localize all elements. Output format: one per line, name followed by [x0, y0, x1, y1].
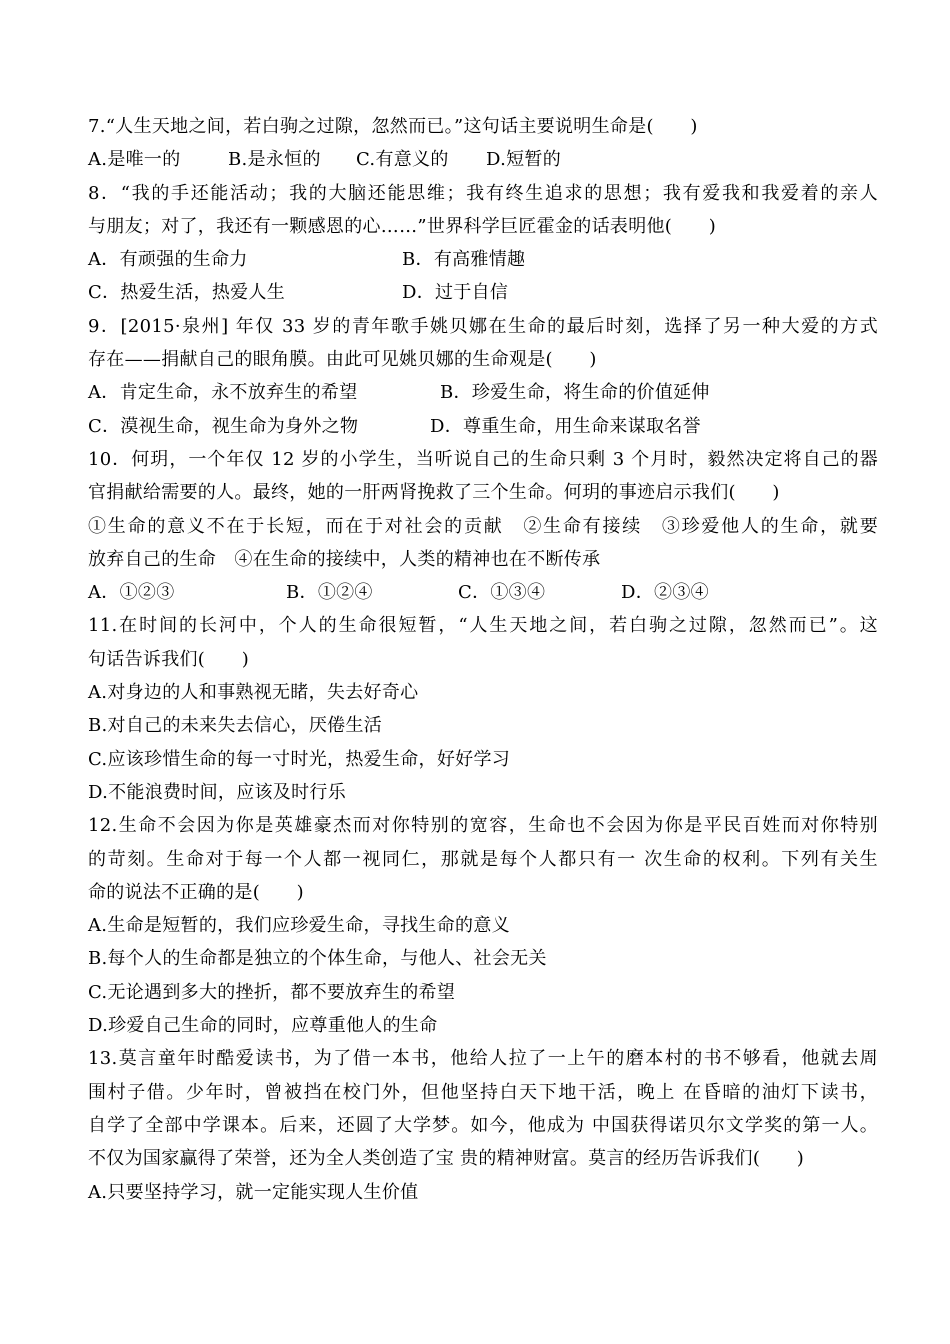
question-8-options-row2 — [88, 276, 878, 309]
question-8-option-b: B．有高雅情趣 — [402, 249, 526, 271]
question-13-stem-line3: 自学了全部中学课本。后来，还圆了大学梦。如今，他成为 中国获得诺贝尔文学奖的第一人。 — [88, 1114, 878, 1136]
question-9-stem-line2: 存在——捐献自己的眼角膜。由此可见姚贝娜的生命观是( ) — [88, 349, 597, 371]
question-9-option-b: B．珍爱生命，将生命的价值延伸 — [440, 382, 710, 404]
question-10-option-a: A．①②③ — [88, 582, 175, 604]
question-10-stem-line2: 官捐献给需要的人。最终，她的一肝两肾挽救了三个生命。何玥的事迹启示我们( ) — [88, 482, 780, 504]
question-10-stem-line1: 10．何玥，一个年仅 12 岁的小学生，当听说自己的生命只剩 3 个月时，毅然决定将自己的器 — [88, 448, 878, 470]
question-8-option-a: A．有顽强的生命力 — [88, 249, 248, 271]
question-12-stem-line3: 命的说法不正确的是( ) — [88, 881, 304, 903]
question-7-option-d: D.短暂的 — [486, 149, 562, 171]
question-10-stem-line3: ①生命的意义不在于长短，而在于对社会的贡献 ②生命有接续 ③珍爱他人的生命，就要 — [88, 515, 878, 537]
question-7-options — [88, 143, 878, 176]
question-7-option-b: B.是永恒的 — [228, 149, 321, 171]
question-12-option-d: D.珍爱自己生命的同时，应尊重他人的生命 — [88, 1015, 438, 1037]
question-7-option-c: C.有意义的 — [356, 149, 449, 171]
question-12-option-a: A.生命是短暂的，我们应珍爱生命，寻找生命的意义 — [88, 915, 510, 937]
question-7-stem: 7.“人生天地之间，若白驹之过隙，忽然而已。”这句话主要说明生命是( ) — [88, 116, 698, 137]
question-10-option-d: D．②③④ — [621, 582, 709, 604]
question-9-options-row1 — [88, 376, 878, 409]
question-12-option-b: B.每个人的生命都是独立的个体生命，与他人、社会无关 — [88, 948, 547, 970]
question-8-option-c: C．热爱生活，热爱人生 — [88, 282, 286, 304]
question-8-stem-line2: 与朋友；对了，我还有一颗感恩的心……”世界科学巨匠霍金的话表明他( ) — [88, 215, 717, 237]
question-12-stem-line2: 的苛刻。生命对于每一个人都一视同仁，那就是每个人都只有一 次生命的权利。下列有关生 — [88, 848, 878, 870]
question-7-option-a: A.是唯一的 — [88, 149, 181, 171]
question-12-stem-line1: 12.生命不会因为你是英雄豪杰而对你特别的宽容，生命也不会因为你是平民百姓而对你特别 — [88, 815, 878, 837]
question-9-stem-line1: 9．[2015·泉州] 年仅 33 岁的青年歌手姚贝娜在生命的最后时刻，选择了另一种大爱的方式 — [88, 315, 878, 337]
question-8-stem-line1: 8．“我的手还能活动；我的大脑还能思维；我有终生追求的思想；我有爱我和我爱着的亲人 — [88, 182, 878, 204]
question-9-option-d: D．尊重生命，用生命来谋取名誉 — [430, 415, 701, 437]
question-13-option-a: A.只要坚持学习，就一定能实现人生价值 — [88, 1181, 419, 1203]
question-11-stem-line2: 句话告诉我们( ) — [88, 648, 250, 670]
question-8-options-row1 — [88, 243, 878, 276]
question-13-stem-line2: 围村子借。少年时，曾被挡在校门外，但他坚持白天下地干活，晚上 在昏暗的油灯下读书， — [88, 1081, 878, 1103]
question-13-stem-line4: 不仅为国家赢得了荣誉，还为全人类创造了宝 贵的精神财富。莫言的经历告诉我们( ) — [88, 1148, 805, 1170]
question-10-option-b: B．①②④ — [286, 582, 373, 604]
question-13-stem-line1: 13.莫言童年时酷爱读书，为了借一本书，他给人拉了一上午的磨本村的书不够看，他就去周 — [88, 1048, 878, 1070]
question-11-stem-line1: 11.在时间的长河中，个人的生命很短暂，“人生天地之间，若白驹之过隙，忽然而已”。这 — [88, 615, 878, 637]
question-8-option-d: D．过于自信 — [402, 282, 509, 304]
question-11-option-c: C.应该珍惜生命的每一寸时光，热爱生命，好好学习 — [88, 748, 511, 770]
question-9-option-a: A．肯定生命，永不放弃生的希望 — [88, 382, 358, 404]
question-9-option-c: C．漠视生命，视生命为身外之物 — [88, 415, 359, 437]
question-11-option-b: B.对自己的未来失去信心，厌倦生活 — [88, 715, 383, 737]
question-10-options — [88, 576, 878, 609]
exam-page — [88, 110, 878, 1209]
question-10-stem-line4: 放弃自己的生命 ④在生命的接续中，人类的精神也在不断传承 — [88, 548, 601, 570]
question-11-option-a: A.对身边的人和事熟视无睹，失去好奇心 — [88, 682, 419, 704]
question-10-option-c: C．①③④ — [458, 582, 546, 604]
question-9-options-row2 — [88, 410, 878, 443]
question-11-option-d: D.不能浪费时间，应该及时行乐 — [88, 781, 347, 803]
question-12-option-c: C.无论遇到多大的挫折，都不要放弃生的希望 — [88, 981, 456, 1003]
